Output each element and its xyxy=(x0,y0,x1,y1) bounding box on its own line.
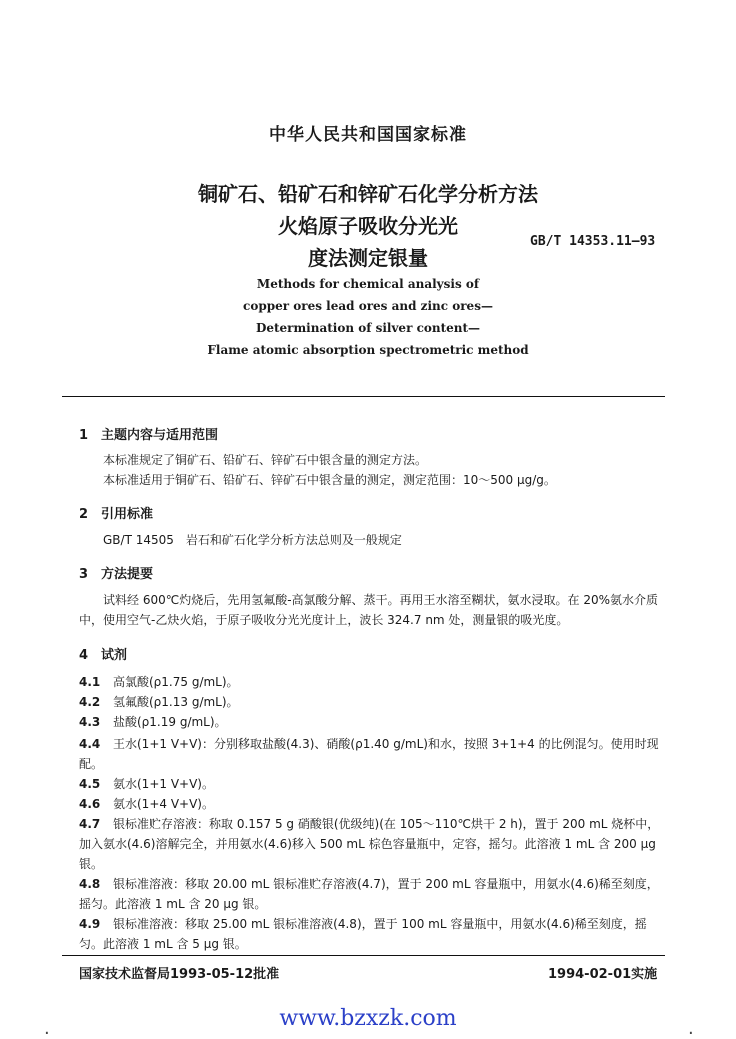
reagent-item xyxy=(79,692,669,712)
section-2-paragraph-1: GB/T 14505 岩石和矿石化学分析方法总则及一般规定 xyxy=(103,533,402,547)
item-number: 4.8 xyxy=(79,877,101,891)
bottom-divider xyxy=(62,955,665,956)
english-title-line-3: Determination of silver content— xyxy=(255,321,481,335)
section-1-paragraph-2: 本标准适用于铜矿石、铅矿石、锌矿石中银含量的测定，测定范围：10～500 μg/g。 xyxy=(103,473,556,487)
item-text: 氨水(1+1 V+V)。 xyxy=(113,777,214,791)
section-number: 4 xyxy=(79,648,89,663)
item-text: 氢氟酸(ρ1.13 g/mL)。 xyxy=(113,695,239,709)
standard-code: GB/T 14353.11—93 xyxy=(530,234,656,249)
section-title: 方法提要 xyxy=(101,567,154,582)
reagent-item xyxy=(79,914,669,954)
top-divider xyxy=(62,396,665,397)
item-number: 4.7 xyxy=(79,817,101,831)
item-text: 高氯酸(ρ1.75 g/mL)。 xyxy=(113,675,239,689)
section-2-heading xyxy=(79,503,153,522)
english-title-line-1: Methods for chemical analysis of xyxy=(256,277,480,291)
approval-info: 国家技术监督局1993-05-12批准 xyxy=(79,967,280,982)
section-number: 3 xyxy=(79,567,89,582)
english-title-line-2: copper ores lead ores and zinc ores— xyxy=(243,299,493,313)
section-4-heading xyxy=(79,644,127,663)
item-text: 氨水(1+4 V+V)。 xyxy=(113,797,214,811)
item-number: 4.9 xyxy=(79,917,101,931)
item-number: 4.6 xyxy=(79,797,101,811)
reagent-item xyxy=(79,794,669,814)
item-number: 4.2 xyxy=(79,695,101,709)
title-line-1: 铜矿石、铅矿石和锌矿石化学分析方法 xyxy=(198,182,538,206)
item-number: 4.5 xyxy=(79,777,101,791)
section-1-heading xyxy=(79,424,218,443)
item-number: 4.3 xyxy=(79,715,101,729)
section-1-paragraph-1: 本标准规定了铜矿石、铅矿石、锌矿石中银含量的测定方法。 xyxy=(103,453,428,467)
reagent-item xyxy=(79,814,669,874)
reagent-item xyxy=(79,712,669,732)
reagent-item xyxy=(79,734,669,774)
reagent-item xyxy=(79,874,669,914)
item-text: 盐酸(ρ1.19 g/mL)。 xyxy=(113,715,227,729)
margin-dot: . xyxy=(44,1018,50,1039)
margin-dot: . xyxy=(688,1018,694,1039)
section-number: 2 xyxy=(79,507,89,522)
english-title-line-4: Flame atomic absorption spectrometric method xyxy=(207,343,529,357)
section-title: 试剂 xyxy=(101,648,128,663)
item-number: 4.1 xyxy=(79,675,101,689)
title-line-3: 度法测定银量 xyxy=(308,246,428,270)
item-number: 4.4 xyxy=(79,737,101,751)
standard-type-heading: 中华人民共和国国家标准 xyxy=(269,125,467,145)
section-3-paragraph-1: 试料经 600℃灼烧后，先用氢氟酸-高氯酸分解、蒸干。再用王水溶至糊状，氨水浸取。在 20%氨水介质中，使用空气-乙炔火焰，于原子吸收分光光度计上，波长 324.7 nm 处，测量银的吸光度。 xyxy=(79,593,659,627)
item-text: 银标准贮存溶液：称取 0.157 5 g 硝酸银(优级纯)(在 105～110℃烘干 2 h)，置于 200 mL 烧杯中，加入氨水(4.6)溶解完全，并用氨水(4.6)移入 500 mL 棕色容量瓶中，定容，摇匀。此溶液 1 mL 含 200 μg 银。 xyxy=(79,817,660,871)
section-3-heading xyxy=(79,563,153,582)
reagent-item xyxy=(79,774,669,794)
item-text: 银标准溶液：移取 20.00 mL 银标准贮存溶液(4.7)，置于 200 mL 容量瓶中，用氨水(4.6)稀至刻度，摇匀。此溶液 1 mL 含 20 μg 银。 xyxy=(79,877,659,911)
reagent-item xyxy=(79,672,669,692)
item-text: 银标准溶液：移取 25.00 mL 银标准溶液(4.8)，置于 100 mL 容量瓶中，用氨水(4.6)稀至刻度，摇匀。此溶液 1 mL 含 5 μg 银。 xyxy=(79,917,647,951)
section-title: 引用标准 xyxy=(101,507,154,522)
implementation-date: 1994-02-01实施 xyxy=(548,967,658,982)
watermark-url[interactable]: www.bzxzk.com xyxy=(279,1006,457,1031)
section-number: 1 xyxy=(79,428,89,443)
section-title: 主题内容与适用范围 xyxy=(101,428,219,443)
title-line-2: 火焰原子吸收分光光 xyxy=(278,214,458,238)
item-text: 王水(1+1 V+V)：分别移取盐酸(4.3)、硝酸(ρ1.40 g/mL)和水，按照 3+1+4 的比例混匀。使用时现配。 xyxy=(79,737,659,771)
